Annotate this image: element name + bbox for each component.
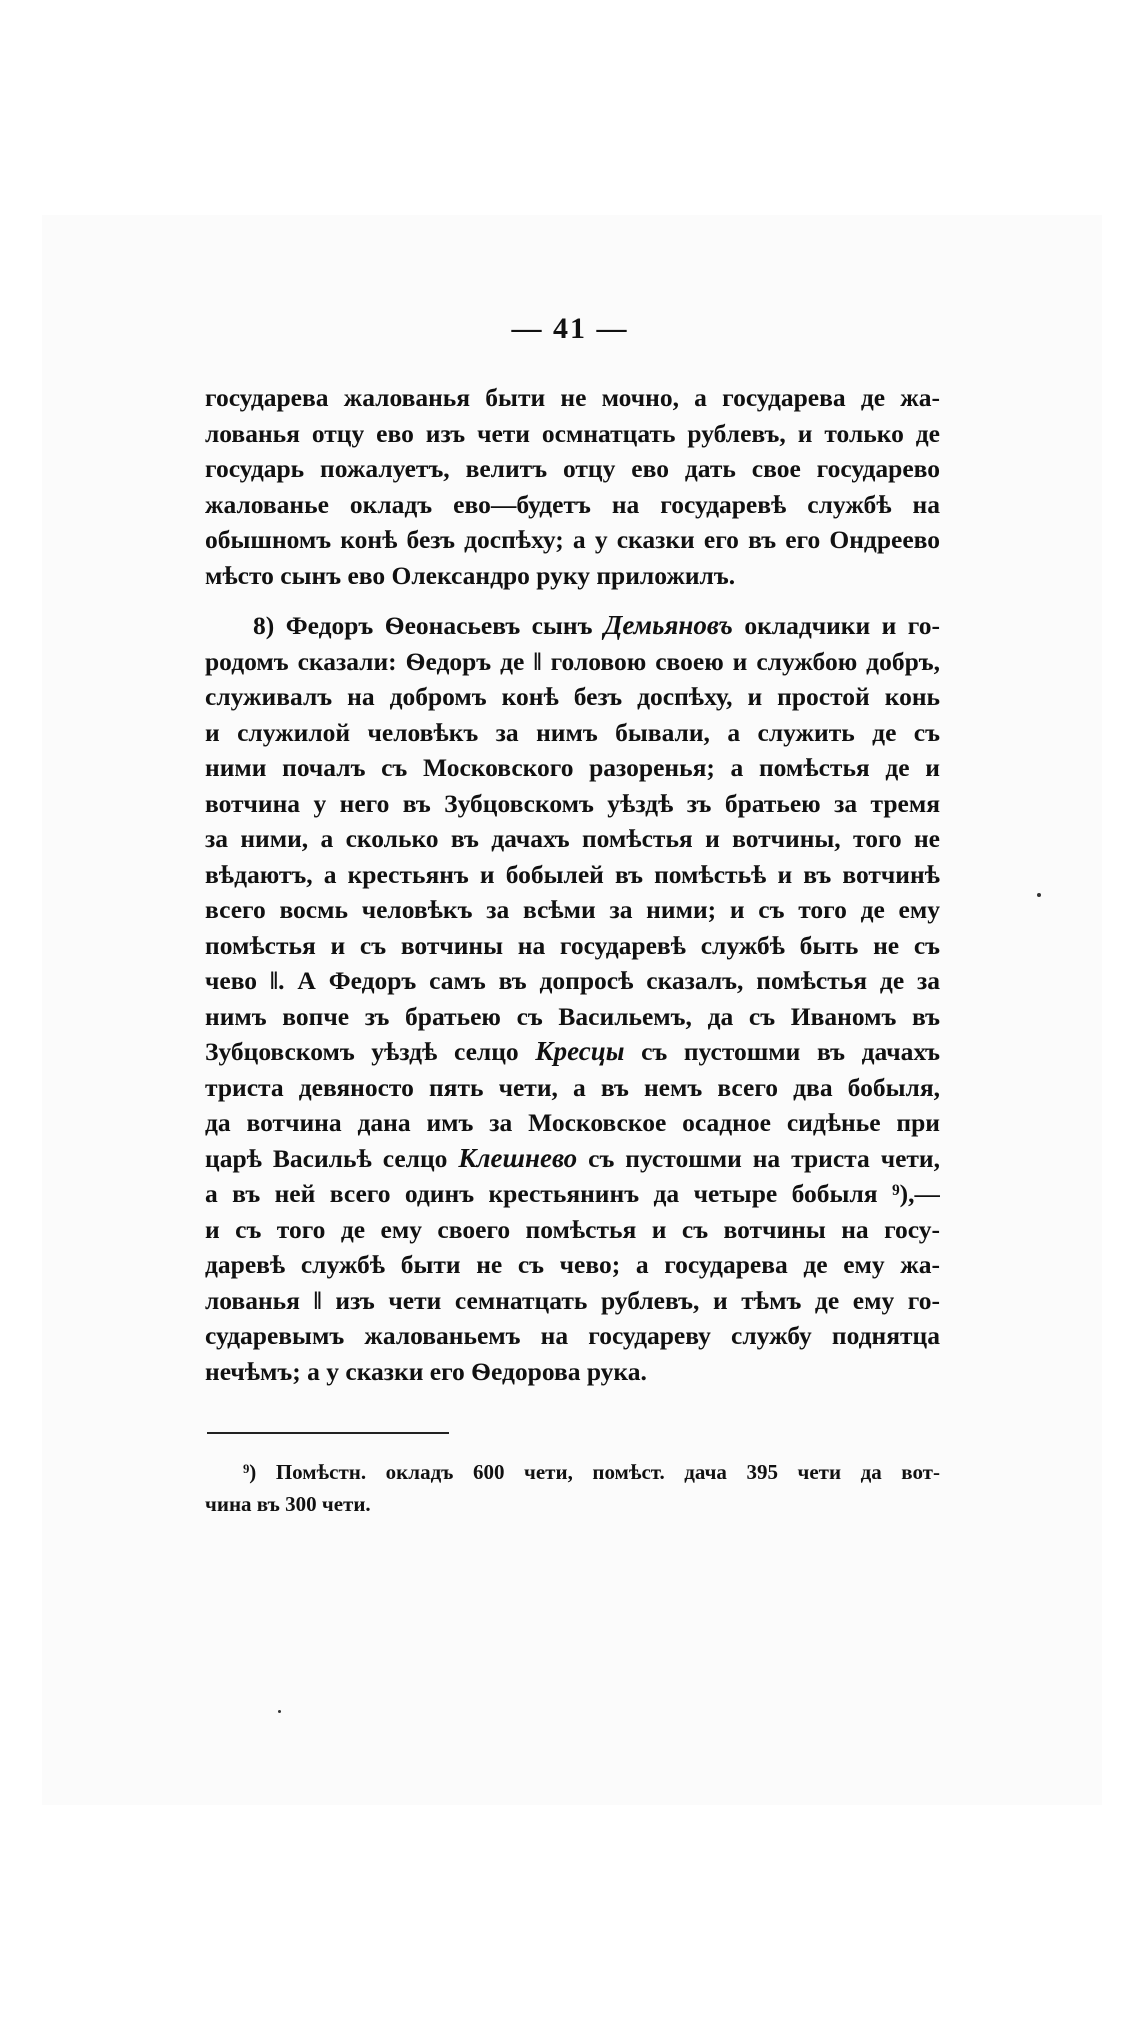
paragraph-continuation	[205, 380, 940, 593]
text-line: за ними, а сколько въ дачахъ помѣстья и вотчины, того не	[205, 824, 940, 853]
text-run: 8) Федоръ Ѳеонасьевъ сынъ	[253, 611, 604, 640]
text-line	[205, 1141, 940, 1177]
text-line: обышномъ конѣ безъ доспѣху; а у сказки его въ его Ондреево	[205, 525, 940, 554]
text-line: вотчина у него въ Зубцовскомъ уѣздѣ зъ братьею за тремя	[205, 788, 940, 818]
text-line: и служилой человѣкъ за нимъ бывали, а служить де съ	[205, 717, 940, 747]
text-line	[205, 608, 940, 644]
text-line: государева жалованья быти не мочно, а государева де жа-	[205, 383, 940, 412]
text-line: а въ ней всего одинъ крестьянинъ да четыре бобыля ⁹),—	[205, 1179, 940, 1208]
text-run: Зубцовскомъ уѣздѣ селцо	[205, 1037, 536, 1066]
text-line: родомъ сказали: Ѳедоръ де ‖ головою своею и службою добръ,	[205, 646, 940, 676]
text-line: помѣстья и съ вотчины на государевѣ службѣ быть не съ	[205, 930, 940, 960]
text-line: сударевымъ жалованьемъ на государеву службу поднятца	[205, 1321, 940, 1350]
text-line: всего восмь человѣкъ за всѣми за ними; и съ того де ему	[205, 895, 940, 924]
text-line: даревѣ службѣ быти не съ чево; а государева де ему жа-	[205, 1250, 940, 1279]
text-line: лованья ‖ изъ чети семнатцать рублевъ, и тѣмъ де ему го-	[205, 1285, 940, 1315]
footnote-line: ⁹) Помѣстн. окладъ 600 чети, помѣст. дача 395 чети да вот-	[243, 1460, 940, 1484]
text-line	[205, 1034, 940, 1070]
text-line: нечѣмъ; а у сказки его Ѳедорова рука.	[205, 1356, 647, 1386]
paragraph-entry-8	[205, 608, 940, 1389]
text-run: царѣ Васильѣ селцо	[205, 1143, 459, 1173]
print-speck	[1037, 893, 1041, 897]
footnote	[205, 1456, 940, 1520]
print-speck	[278, 1710, 281, 1713]
text-line: лованья отцу ево изъ чети осмнатцать рублевъ, и только де	[205, 418, 940, 448]
text-line: нимъ вопче зъ братьею съ Васильемъ, да съ Иваномъ въ	[205, 1001, 940, 1031]
surname-italic: Демьяновъ	[603, 610, 733, 640]
village-name-italic: Клешнево	[458, 1142, 578, 1173]
page-number: — 41 —	[511, 312, 629, 345]
text-line: да вотчина дана имъ за Московское осадное сидѣнье при	[205, 1108, 940, 1137]
text-line: ними почалъ съ Московского разоренья; а помѣстья де и	[205, 753, 940, 782]
text-line: чево ‖. А Федоръ самъ въ допросѣ сказалъ, помѣстья де за	[205, 966, 940, 995]
text-line: жалованье окладъ ево—будетъ на государевѣ службѣ на	[205, 489, 940, 519]
text-line: и съ того де ему своего помѣстья и съ вотчины на госу-	[205, 1214, 940, 1244]
text-line: вѣдаютъ, а крестьянъ и бобылей въ помѣстьѣ и въ вотчинѣ	[205, 859, 940, 889]
village-name-italic: Кресцы	[535, 1036, 625, 1066]
text-line: триста девяносто пять чети, а въ немъ всего два бобыля,	[205, 1072, 940, 1102]
footnote-line: чина въ 300 чети.	[205, 1492, 371, 1516]
text-run: съ пустошми въ дачахъ	[624, 1037, 940, 1066]
footnote-divider	[207, 1432, 449, 1434]
text-run: окладчики и го-	[732, 611, 940, 640]
text-line: государь пожалуетъ, велитъ отцу ево дать свое государево	[205, 454, 940, 483]
text-line: служивалъ на добромъ конѣ безъ доспѣху, и простой конь	[205, 682, 940, 711]
text-run: съ пустошми на триста чети,	[577, 1143, 940, 1173]
text-line: мѣсто сынъ ево Олександро руку приложилъ.	[205, 560, 736, 590]
